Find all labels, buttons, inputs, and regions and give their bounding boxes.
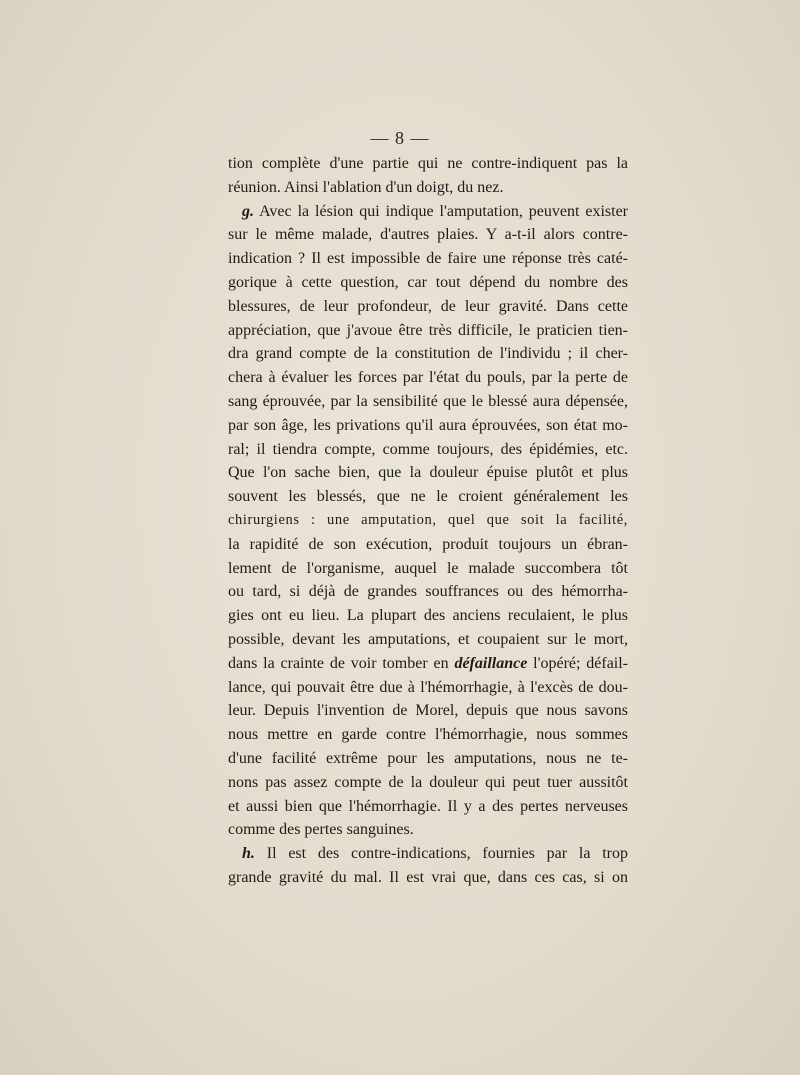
- text-line: ral; il tiendra compte, comme toujours, des épidémies, etc.: [228, 440, 628, 458]
- paragraph-h-first-line: [228, 842, 628, 866]
- text-line: chera à évaluer les forces par l'état du pouls, par la perte de: [228, 369, 628, 387]
- text-line: sang éprouvée, par la sensibilité que le blessé aura dépensée,: [228, 392, 628, 410]
- paragraph-marker-h: h.: [242, 845, 255, 863]
- text-line: ou tard, si déjà de grandes souffrances ou des hémorrha-: [228, 583, 628, 601]
- text-line: appréciation, que j'avoue être très difficile, le praticien tien-: [228, 321, 628, 339]
- text-line: gies ont eu lieu. La plupart des anciens reculaient, le plus: [228, 607, 628, 625]
- body-text: [228, 152, 628, 890]
- text-segment: l'opéré; défail-: [533, 654, 628, 672]
- text-line: possible, devant les amputations, et coupaient sur le mort,: [228, 630, 628, 648]
- text-line: leur. Depuis l'invention de Morel, depuis que nous savons: [228, 702, 628, 720]
- text-line: la rapidité de son exécution, produit toujours un ébran-: [228, 535, 628, 553]
- text-line: lement de l'organisme, auquel le malade succombera tôt: [228, 559, 628, 577]
- text-line: et aussi bien que l'hémorrhagie. Il y a des pertes nerveuses: [228, 797, 628, 815]
- text-line: d'une facilité extrême pour les amputations, nous ne te-: [228, 749, 628, 767]
- text-line: chirurgiens : une amputation, quel que soit la facilité,: [228, 511, 628, 528]
- paragraph-g-first-line: [228, 200, 628, 224]
- text-line: réunion. Ainsi l'ablation d'un doigt, du nez.: [228, 178, 504, 196]
- text-segment: dans la crainte de voir tomber en: [228, 654, 449, 672]
- text-line: par son âge, les privations qu'il aura éprouvées, son état mo-: [228, 416, 628, 434]
- text-line: Que l'on sache bien, que la douleur épuise plutôt et plus: [228, 464, 628, 482]
- text-line: blessures, de leur profondeur, de leur gravité. Dans cette: [228, 297, 628, 315]
- page-number: — 8 —: [370, 128, 430, 148]
- text-line: comme des pertes sanguines.: [228, 821, 414, 839]
- text-line: lance, qui pouvait être due à l'hémorrhagie, à l'excès de dou-: [228, 678, 628, 696]
- text-line: sur le même malade, d'autres plaies. Y a-t-il alors contre-: [228, 226, 628, 244]
- text-line: gorique à cette question, car tout dépend du nombre des: [228, 273, 628, 291]
- text-line: souvent les blessés, que ne le croient généralement les: [228, 488, 628, 506]
- text-line: nous mettre en garde contre l'hémorrhagie, nous sommes: [228, 726, 628, 744]
- paragraph-marker-g: g.: [242, 202, 254, 220]
- text-line: grande gravité du mal. Il est vrai que, dans ces cas, si on: [228, 868, 628, 886]
- text-line-with-italic: [228, 652, 628, 676]
- text-line: Avec la lésion qui indique l'amputation, peuvent exister: [259, 202, 628, 220]
- text-line: Il est des contre-indications, fournies par la trop: [266, 845, 628, 863]
- text-line: indication ? Il est impossible de faire une réponse très caté-: [228, 250, 628, 268]
- text-line: tion complète d'une partie qui ne contre-indiquent pas la: [228, 155, 628, 172]
- text-line: nons pas assez compte de la douleur qui peut tuer aussitôt: [228, 773, 628, 791]
- italic-word: défaillance: [454, 654, 528, 672]
- text-line: dra grand compte de la constitution de l'individu ; il cher-: [228, 345, 628, 363]
